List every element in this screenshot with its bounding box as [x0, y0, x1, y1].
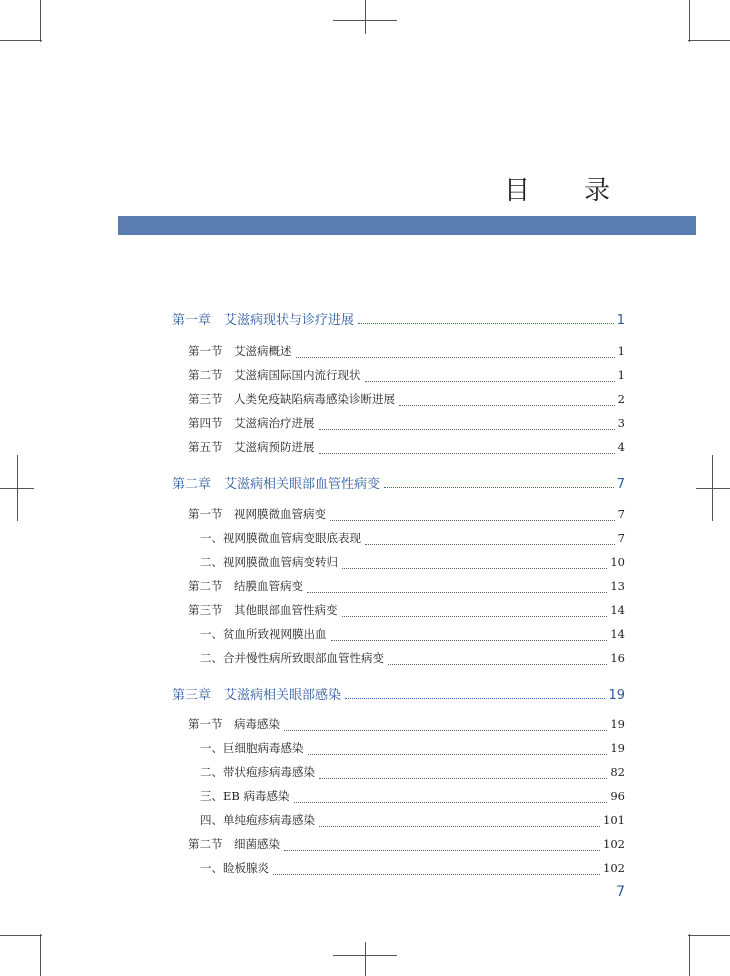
toc-entry-label: 第一节 艾滋病概述 — [188, 344, 292, 358]
toc-entry-label: 一、睑板腺炎 — [200, 861, 269, 875]
toc-entry-label: 一、巨细胞病毒感染 — [200, 741, 304, 755]
toc-entry-page: 14 — [610, 627, 625, 641]
toc-leader-dots — [384, 486, 614, 488]
toc-entry-page: 19 — [608, 688, 625, 703]
toc-entry-page: 7 — [616, 477, 625, 492]
toc-section-entry[interactable] — [188, 367, 625, 385]
toc-leader-dots — [296, 356, 615, 358]
toc-entry-page: 1 — [616, 313, 625, 328]
toc-leader-dots — [273, 873, 600, 875]
toc-section-entry[interactable] — [188, 343, 625, 361]
toc-section-entry[interactable] — [188, 578, 625, 596]
toc-leader-dots — [365, 380, 615, 382]
toc-leader-dots — [358, 322, 614, 324]
toc-entry-label: 第三节 人类免疫缺陷病毒感染诊断进展 — [188, 392, 395, 406]
toc-entry-page: 13 — [610, 579, 625, 593]
toc-entry-page: 2 — [617, 392, 625, 406]
toc-section-entry[interactable] — [188, 415, 625, 433]
toc-leader-dots — [319, 825, 600, 827]
toc-entry-label: 二、合并慢性病所致眼部血管性病变 — [200, 651, 384, 665]
toc-leader-dots — [319, 452, 615, 454]
toc-entry-label: 第三章 艾滋病相关眼部感染 — [172, 688, 342, 703]
toc-entry-label: 二、带状疱疹病毒感染 — [200, 765, 315, 779]
toc-entry-page: 3 — [617, 416, 625, 430]
toc-entry-label: 第一节 视网膜微血管病变 — [188, 507, 326, 521]
page-title: 目 录 — [503, 176, 624, 206]
toc-entry-label: 一、视网膜微血管病变眼底表现 — [200, 531, 361, 545]
toc-leader-dots — [342, 615, 608, 617]
toc-entry-page: 7 — [617, 507, 625, 521]
toc-entry-page: 1 — [617, 344, 625, 358]
toc-entry-page: 96 — [610, 789, 625, 803]
toc-leader-dots — [284, 849, 600, 851]
toc-leader-dots — [399, 404, 615, 406]
toc-chapter-entry[interactable] — [172, 473, 625, 491]
toc-item-entry[interactable] — [200, 530, 625, 548]
toc-leader-dots — [319, 428, 615, 430]
toc-item-entry[interactable] — [200, 788, 625, 806]
toc-leader-dots — [345, 697, 605, 699]
toc-entry-label: 第二节 艾滋病国际国内流行现状 — [188, 368, 361, 382]
toc-entry-page: 7 — [617, 531, 625, 545]
page-number: 7 — [616, 884, 625, 900]
toc-entry-label: 第四节 艾滋病治疗进展 — [188, 416, 315, 430]
toc-section-entry[interactable] — [188, 439, 625, 457]
toc-entry-page: 102 — [603, 837, 625, 851]
toc-entry-page: 19 — [610, 717, 625, 731]
toc-leader-dots — [319, 777, 607, 779]
toc-item-entry[interactable] — [200, 740, 625, 758]
toc-entry-page: 16 — [610, 651, 625, 665]
toc-item-entry[interactable] — [200, 812, 625, 830]
toc-section-entry[interactable] — [188, 602, 625, 620]
toc-entry-label: 四、单纯疱疹病毒感染 — [200, 813, 315, 827]
toc-entry-page: 82 — [610, 765, 625, 779]
toc-entry-label: 第三节 其他眼部血管性病变 — [188, 603, 338, 617]
toc-leader-dots — [388, 663, 607, 665]
toc-chapter-entry[interactable] — [172, 309, 625, 327]
toc-leader-dots — [365, 543, 615, 545]
toc-entry-page: 4 — [617, 440, 625, 454]
toc-entry-label: 一、贫血所致视网膜出血 — [200, 627, 327, 641]
toc-entry-label: 第一章 艾滋病现状与诊疗进展 — [172, 313, 355, 328]
toc-section-entry[interactable] — [188, 391, 625, 409]
toc-entry-page: 102 — [603, 861, 625, 875]
toc-entry-label: 第五节 艾滋病预防进展 — [188, 440, 315, 454]
toc-leader-dots — [284, 729, 607, 731]
toc-entry-label: 三、EB 病毒感染 — [200, 789, 290, 803]
toc-entry-label: 二、视网膜微血管病变转归 — [200, 555, 338, 569]
toc-entry-page: 14 — [610, 603, 625, 617]
toc-entry-page: 101 — [603, 813, 625, 827]
toc-entry-label: 第一节 病毒感染 — [188, 717, 280, 731]
toc-leader-dots — [342, 567, 607, 569]
toc-leader-dots — [330, 519, 615, 521]
toc-entry-page: 10 — [610, 555, 625, 569]
toc-item-entry[interactable] — [200, 554, 625, 572]
toc-leader-dots — [307, 591, 607, 593]
toc-leader-dots — [308, 753, 608, 755]
toc-entry-page: 1 — [617, 368, 625, 382]
toc-item-entry[interactable] — [200, 626, 625, 644]
toc-chapter-entry[interactable] — [172, 684, 625, 702]
toc-item-entry[interactable] — [200, 860, 625, 878]
toc-item-entry[interactable] — [200, 650, 625, 668]
toc-entry-label: 第二节 结膜血管病变 — [188, 579, 303, 593]
toc-section-entry[interactable] — [188, 506, 625, 524]
toc-entry-label: 第二节 细菌感染 — [188, 837, 280, 851]
toc-section-entry[interactable] — [188, 716, 625, 734]
toc-leader-dots — [331, 639, 608, 641]
toc-leader-dots — [294, 801, 608, 803]
toc-entry-page: 19 — [610, 741, 625, 755]
toc-section-entry[interactable] — [188, 836, 625, 854]
toc-item-entry[interactable] — [200, 764, 625, 782]
toc-entry-label: 第二章 艾滋病相关眼部血管性病变 — [172, 477, 381, 492]
